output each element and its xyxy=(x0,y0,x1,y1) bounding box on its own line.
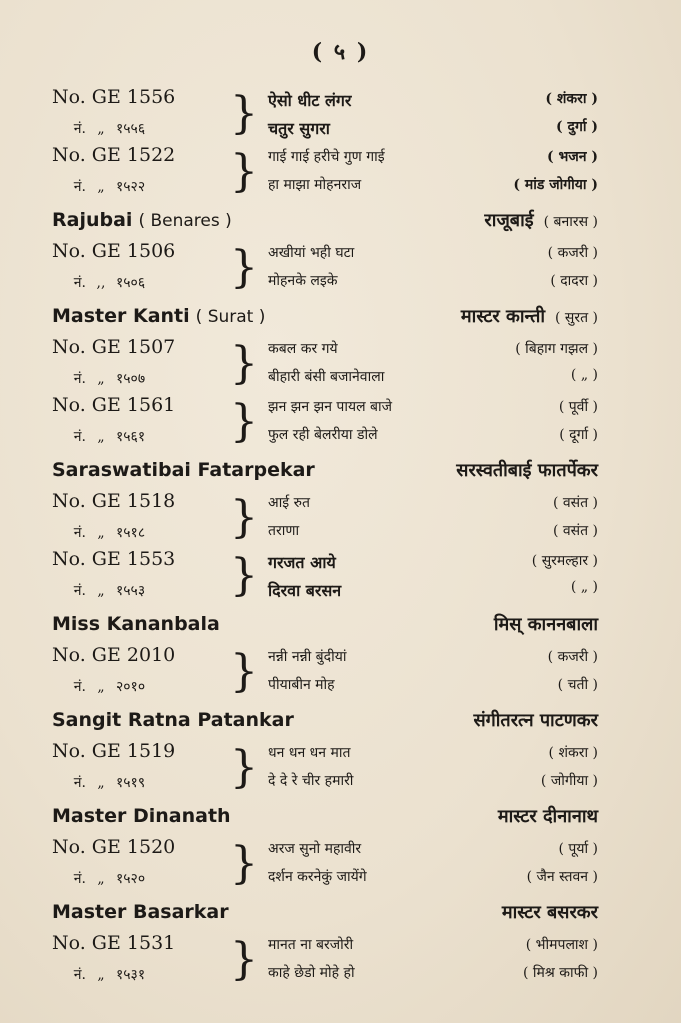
record-line xyxy=(52,240,598,268)
catalogue-number-devanagari xyxy=(52,965,228,984)
artist-name-group xyxy=(52,305,265,327)
catalogue-digits-devanagari: १५५६ xyxy=(116,121,146,137)
raga-label: ( भीमपलाश ) xyxy=(525,937,598,953)
artist-name-group xyxy=(52,613,220,635)
catalogue-number: No. GE 1506 xyxy=(52,240,176,262)
record-line xyxy=(52,86,598,114)
artist-name-group xyxy=(52,709,294,731)
record-line xyxy=(52,932,598,960)
number-abbreviation: नं. xyxy=(73,121,86,137)
song-title: चतुर सुगरा xyxy=(268,119,330,138)
record-line xyxy=(52,548,598,576)
number-abbreviation: नं. xyxy=(73,871,86,887)
catalogue-number-devanagari xyxy=(52,369,228,388)
record-line xyxy=(52,864,598,892)
catalogue-number-devanagari xyxy=(52,677,228,696)
song-title: हा माझा मोहनराज xyxy=(268,177,362,193)
ditto-mark: „ xyxy=(97,967,105,983)
catalogue-digits-devanagari: १५५३ xyxy=(116,583,146,599)
raga-label: ( शंकरा ) xyxy=(548,745,598,761)
artist-heading xyxy=(52,804,598,836)
raga-label: ( जोगीया ) xyxy=(540,773,598,789)
artist-name-devanagari-group xyxy=(484,208,598,232)
artist-heading xyxy=(52,708,598,740)
ditto-mark: „ xyxy=(97,871,105,887)
song-title: अखीयां भही घटा xyxy=(268,245,355,261)
record-entry xyxy=(52,86,598,144)
record-entry xyxy=(52,548,598,606)
number-abbreviation: नं. xyxy=(73,275,86,291)
artist-name-group xyxy=(52,901,229,923)
artist-name-devanagari: मिस् काननबाला xyxy=(493,614,598,635)
brace-icon: } xyxy=(230,338,258,389)
artist-heading xyxy=(52,458,598,490)
song-title: मानत ना बरजोरी xyxy=(268,937,354,953)
artist-name-devanagari-group xyxy=(494,612,598,636)
raga-label: ( पूर्वी ) xyxy=(558,399,598,415)
song-title: आई रुत xyxy=(268,495,310,511)
catalogue-number-devanagari xyxy=(52,177,228,196)
catalogue-number-devanagari xyxy=(52,773,228,792)
raga-label: ( चती ) xyxy=(557,677,598,693)
record-line xyxy=(52,336,598,364)
catalogue-number: No. GE 1520 xyxy=(52,836,176,858)
catalogue-digits-devanagari: १५०७ xyxy=(116,371,146,387)
catalogue-number: No. GE 1522 xyxy=(52,144,176,166)
artist-name-group xyxy=(52,459,315,481)
record-entry xyxy=(52,336,598,394)
song-title: धन धन धन मात xyxy=(268,745,351,761)
artist-heading xyxy=(52,208,598,240)
record-line xyxy=(52,644,598,672)
number-abbreviation: नं. xyxy=(73,583,86,599)
raga-label: ( मिश्र काफी ) xyxy=(523,965,598,981)
brace-icon: } xyxy=(230,146,258,197)
record-line xyxy=(52,114,598,142)
artist-name-devanagari-group xyxy=(461,304,598,328)
number-abbreviation: नं. xyxy=(73,525,86,541)
record-listing xyxy=(52,86,598,990)
raga-label: ( शंकरा ) xyxy=(545,91,598,107)
raga-label: ( „ ) xyxy=(570,367,598,383)
record-line xyxy=(52,518,598,546)
ditto-mark: „ xyxy=(97,583,105,599)
catalogue-digits-devanagari: २०१० xyxy=(116,679,146,695)
artist-name: Miss Kananbala xyxy=(52,613,220,635)
artist-name-devanagari: संगीतरत्न पाटणकर xyxy=(473,710,598,731)
raga-label: ( कजरी ) xyxy=(547,649,598,665)
record-line xyxy=(52,490,598,518)
song-title: ऐसो धीट लंगर xyxy=(268,91,352,110)
number-abbreviation: नं. xyxy=(73,179,86,195)
brace-icon: } xyxy=(230,396,258,447)
artist-heading xyxy=(52,900,598,932)
catalogue-digits-devanagari: १५३१ xyxy=(116,967,146,983)
song-title: काहे छेडो मोहे हो xyxy=(268,965,355,981)
brace-icon: } xyxy=(230,550,258,601)
record-line xyxy=(52,836,598,864)
song-title: गरजत आये xyxy=(268,553,336,572)
song-title: मोहनके लइके xyxy=(268,273,338,289)
raga-label: ( दुर्गा ) xyxy=(556,119,598,135)
catalogue-number: No. GE 1561 xyxy=(52,394,176,416)
record-entry xyxy=(52,144,598,202)
ditto-mark: „ xyxy=(97,371,105,387)
brace-icon: } xyxy=(230,742,258,793)
artist-name: Master Dinanath xyxy=(52,805,231,827)
brace-icon: } xyxy=(230,88,258,139)
ditto-mark: „ xyxy=(97,179,105,195)
record-line xyxy=(52,394,598,422)
artist-heading xyxy=(52,304,598,336)
record-line xyxy=(52,768,598,796)
raga-label: ( जैन स्तवन ) xyxy=(526,869,598,885)
artist-name-group xyxy=(52,805,231,827)
raga-label: ( वसंत ) xyxy=(552,523,598,539)
raga-label: ( दूर्गा ) xyxy=(559,427,598,443)
number-abbreviation: नं. xyxy=(73,429,86,445)
record-line xyxy=(52,672,598,700)
song-title: दर्शन करनेकुं जायेंगे xyxy=(268,869,367,885)
record-entry xyxy=(52,490,598,548)
song-title: दे दे रे चीर हमारी xyxy=(268,773,354,789)
catalogue-number-devanagari xyxy=(52,427,228,446)
raga-label: ( पूर्या ) xyxy=(558,841,598,857)
brace-icon: } xyxy=(230,934,258,985)
page-number: ( ५ ) xyxy=(311,39,370,65)
raga-label: ( कजरी ) xyxy=(547,245,598,261)
catalogue-digits-devanagari: १५६१ xyxy=(116,429,146,445)
ditto-mark: „ xyxy=(97,121,105,137)
artist-name-devanagari: मास्टर दीनानाथ xyxy=(497,806,598,827)
record-entry xyxy=(52,394,598,452)
record-line xyxy=(52,172,598,200)
number-abbreviation: नं. xyxy=(73,371,86,387)
record-line xyxy=(52,268,598,296)
artist-name: Rajubai xyxy=(52,209,133,231)
artist-name: Master Kanti xyxy=(52,305,190,327)
catalogue-digits-devanagari: १५०६ xyxy=(116,275,146,291)
artist-name-devanagari-group xyxy=(456,458,598,482)
song-title: फुल रही बेलरीया डोले xyxy=(268,427,378,443)
song-title: नन्नी नन्नी बुंदीयां xyxy=(268,649,347,665)
artist-city: ( Surat ) xyxy=(195,307,266,327)
ditto-mark: „ xyxy=(97,429,105,445)
number-abbreviation: नं. xyxy=(73,775,86,791)
song-title: तराणा xyxy=(268,523,300,539)
record-line xyxy=(52,960,598,988)
catalogue-digits-devanagari: १५२० xyxy=(116,871,146,887)
brace-icon: } xyxy=(230,242,258,293)
artist-name: Saraswatibai Fatarpekar xyxy=(52,459,315,481)
catalogue-number-devanagari xyxy=(52,523,228,542)
artist-city-devanagari: ( बनारस ) xyxy=(543,214,598,230)
artist-name-devanagari-group xyxy=(502,900,598,924)
record-line xyxy=(52,740,598,768)
catalogue-number: No. GE 1553 xyxy=(52,548,176,570)
raga-label: ( दादरा ) xyxy=(550,273,598,289)
catalogue-digits-devanagari: १५२२ xyxy=(116,179,146,195)
ditto-mark: ,, xyxy=(96,275,106,291)
artist-name-devanagari-group xyxy=(498,804,598,828)
song-title: दिरवा बरसन xyxy=(268,581,342,600)
number-abbreviation: नं. xyxy=(73,967,86,983)
song-title: गाई गाई हरीचे गुण गाई xyxy=(268,149,385,165)
catalogue-number-devanagari xyxy=(52,273,228,292)
catalogue-number-devanagari xyxy=(52,869,228,888)
catalogue-number: No. GE 1519 xyxy=(52,740,176,762)
catalogue-number: No. GE 1556 xyxy=(52,86,176,108)
artist-name-devanagari: मास्टर कान्ती xyxy=(460,306,545,327)
artist-name-devanagari: मास्टर बसरकर xyxy=(501,902,598,923)
catalogue-number-devanagari xyxy=(52,119,228,138)
raga-label: ( „ ) xyxy=(570,579,598,595)
song-title: बीहारी बंसी बजानेवाला xyxy=(268,369,385,385)
record-entry xyxy=(52,740,598,798)
raga-label: ( बिहाग गझल ) xyxy=(515,341,598,357)
record-line xyxy=(52,364,598,392)
catalogue-digits-devanagari: १५१८ xyxy=(116,525,146,541)
artist-city: ( Benares ) xyxy=(138,211,232,231)
record-line xyxy=(52,422,598,450)
artist-name-devanagari-group xyxy=(473,708,598,732)
record-entry xyxy=(52,644,598,702)
song-title: कबल कर गये xyxy=(268,341,338,357)
artist-name-group xyxy=(52,209,232,231)
raga-label: ( मांड जोगीया ) xyxy=(513,177,598,193)
brace-icon: } xyxy=(230,646,258,697)
brace-icon: } xyxy=(230,838,258,889)
artist-name-devanagari: सरस्वतीबाई फातर्पेकर xyxy=(456,460,598,481)
record-entry xyxy=(52,932,598,990)
catalogue-number: No. GE 1518 xyxy=(52,490,176,512)
record-line xyxy=(52,144,598,172)
catalogue-number-devanagari xyxy=(52,581,228,600)
artist-city-devanagari: ( सुरत ) xyxy=(555,310,598,326)
artist-name: Master Basarkar xyxy=(52,901,229,923)
raga-label: ( वसंत ) xyxy=(552,495,598,511)
catalogue-number: No. GE 1531 xyxy=(52,932,176,954)
song-title: झन झन झन पायल बाजे xyxy=(268,399,393,415)
artist-name-devanagari: राजूबाई xyxy=(484,210,534,231)
song-title: अरज सुनो महावीर xyxy=(268,841,362,857)
brace-icon: } xyxy=(230,492,258,543)
artist-heading xyxy=(52,612,598,644)
record-entry xyxy=(52,836,598,894)
song-title: पीयाबीन मोह xyxy=(268,677,335,693)
catalogue-number: No. GE 1507 xyxy=(52,336,176,358)
raga-label: ( भजन ) xyxy=(547,149,598,165)
catalogue-digits-devanagari: १५१९ xyxy=(116,775,146,791)
ditto-mark: „ xyxy=(97,679,105,695)
record-entry xyxy=(52,240,598,298)
ditto-mark: „ xyxy=(97,525,105,541)
catalogue-number: No. GE 2010 xyxy=(52,644,176,666)
ditto-mark: „ xyxy=(97,775,105,791)
artist-name: Sangit Ratna Patankar xyxy=(52,709,294,731)
raga-label: ( सुरमल्हार ) xyxy=(531,553,598,569)
number-abbreviation: नं. xyxy=(73,679,86,695)
record-line xyxy=(52,576,598,604)
